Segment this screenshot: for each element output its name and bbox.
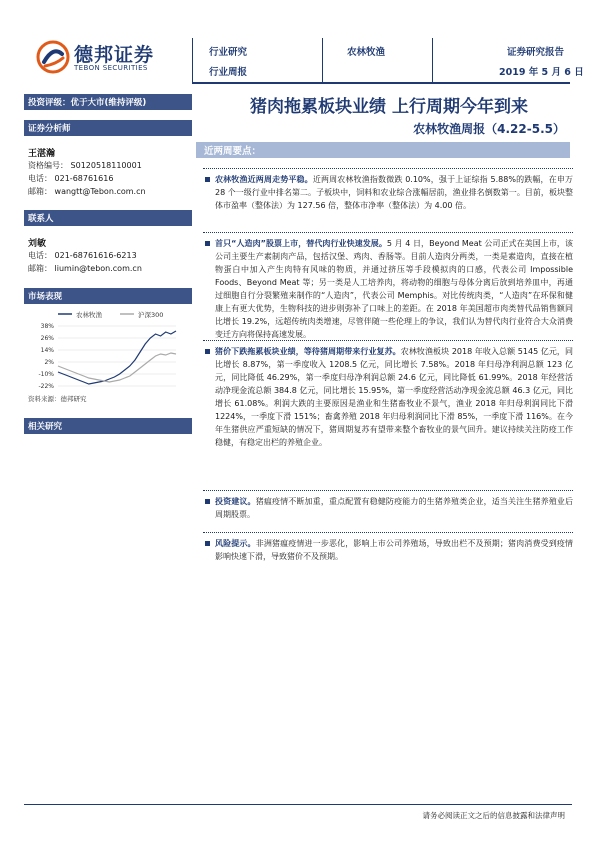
y-tick-label: 38% bbox=[40, 323, 54, 330]
key-point-body: 5 月 4 日，Beyond Meat 公司正式在美国上市，该公司主要生产素制肉产品，包括汉堡、鸡肉、香肠等。目前人造肉分两类，一类是素造肉，直接在植物蛋白中加入产生肉特有风味的物质，并通过挤压等手段模拟肉的口感，代表公司 Impossible Foods、Beyond Meat 等；另一类是人工培养肉，将动物的细胞与母体分离后放到培养皿中，再通过细胞自行分裂繁殖来制作的“人造肉”，代表公司 Memphis。对比传统肉类，“人造肉”在环保和健康上有更大优势，生物科技的进步则弥补了口味上的差距。在 2018 年美国超市肉类替代品销售额同比增长 19.2%，远超传统肉类增速，尽管伴随一些伦理上的争议，我们认为替代肉行业符合大众消费变迁方向将保持高速发展。 bbox=[215, 239, 573, 339]
header-category-line1: 行业研究 bbox=[209, 47, 248, 58]
key-point-lead: 风险提示。 bbox=[215, 539, 256, 548]
y-tick-label: 2% bbox=[44, 359, 54, 366]
market-performance-chart bbox=[24, 306, 184, 392]
brand-name-en: TEBON SECURITIES bbox=[74, 64, 148, 72]
rating-bar: 投资评级：优于大市(维持评级) bbox=[24, 94, 192, 110]
key-points-bar bbox=[196, 142, 570, 158]
contact-name: 刘敏 bbox=[28, 239, 47, 249]
y-tick-label: -22% bbox=[38, 383, 54, 390]
key-point-item bbox=[203, 232, 573, 341]
key-point-lead: 投资建议。 bbox=[215, 497, 256, 506]
key-point-lead: 猪价下跌拖累板块业绩，等待猪周期带来行业复苏。 bbox=[215, 347, 401, 356]
key-point-paragraph bbox=[203, 495, 573, 521]
brand-name-cn: 德邦证券 bbox=[74, 44, 155, 66]
key-point-lead: 首只“人造肉”股票上市，替代肉行业快速发展。 bbox=[215, 239, 387, 248]
analyst-cert: 资格编号： S0120518110001 bbox=[28, 161, 142, 170]
header-col-report bbox=[432, 38, 584, 82]
key-point-item bbox=[203, 490, 573, 521]
contact-email[interactable]: 邮箱： liumin@tebon.com.cn bbox=[28, 264, 142, 273]
y-tick-label: 14% bbox=[40, 347, 54, 354]
analyst-name: 王湛瀚 bbox=[28, 149, 56, 159]
contact-phone: 电话： 021-68761616-6213 bbox=[28, 251, 137, 260]
key-point-item bbox=[203, 168, 573, 212]
report-subtitle: 农林牧渔周报（4.22-5.5） bbox=[413, 122, 565, 136]
analyst-section-title: 证券分析师 bbox=[24, 120, 192, 136]
header-col-industry bbox=[322, 38, 432, 82]
key-points-title: 近两周要点： bbox=[204, 146, 262, 157]
header-category-line2: 行业周报 bbox=[209, 67, 248, 78]
disclaimer-footer: 请务必阅读正文之后的信息披露和法律声明 bbox=[422, 811, 565, 820]
key-point-body: 猪瘟疫情不断加重，重点配置有稳健防疫能力的生猪养殖类企业，适当关注生猪养殖业后周期股票。 bbox=[215, 497, 574, 519]
market-chart-source: 资料来源：德邦研究 bbox=[28, 395, 87, 403]
footer-rule bbox=[24, 804, 572, 805]
key-point-item bbox=[203, 340, 573, 449]
y-tick-label: -10% bbox=[38, 371, 54, 378]
header-industry: 农林牧渔 bbox=[347, 47, 386, 58]
key-point-body: 非洲猪瘟疫情进一步恶化，影响上市公司养殖场，导致出栏不及预期；猪肉消费受到疫情影响快速下滑，导致猪价不及预期。 bbox=[215, 539, 574, 561]
key-point-item bbox=[203, 532, 573, 563]
page-header bbox=[0, 0, 595, 88]
related-section-title: 相关研究 bbox=[24, 418, 192, 434]
report-title: 猪肉拖累板块业绩 上行周期今年到来 bbox=[250, 97, 528, 117]
key-point-lead: 农林牧渔近两周走势平稳。 bbox=[215, 175, 313, 184]
header-col-category bbox=[192, 38, 322, 82]
brand-logo bbox=[36, 40, 166, 80]
key-point-paragraph bbox=[203, 537, 573, 563]
key-point-paragraph bbox=[203, 237, 573, 341]
key-point-body: 近两周农林牧渔指数微跌 0.10%，强于上证综指 5.88%的跌幅，在申万 28 个一级行业中排名第二。子板块中，饲料和农业综合涨幅居前，渔业排名倒数第一。目前，板块整体市盈率（整体法）为 127.56 倍，整体市净率（整体法）为 4.00 倍。 bbox=[215, 175, 573, 210]
series-line bbox=[58, 353, 176, 382]
brand-logo-icon bbox=[36, 40, 70, 74]
key-point-paragraph bbox=[203, 173, 573, 212]
key-point-body: 农林牧渔板块 2018 年收入总额 5145 亿元，同比增长 8.87%，第一季度收入 1208.5 亿元，同比增长 7.58%。2018 年归母净利润总额 123 亿元，同比降低 46.29%，第一季度归母净利润总额 24.6 亿元，同比降低 61.99%。2018 年经营活动净现金流总额 384.8 亿元，同比增长 15.95%，第一季度经营活动净现金流总额 46.3 亿元，同比增长 61.08%。利润大跌的主要原因是渔业和生猪畜牧业不景气，渔业 2018 年归母利润同比下滑 1224%，一季度下滑 151%；畜禽养殖 2018 年归母利润同比下滑 85%，一季度下滑 116%。在今年生猪供应严重短缺的情况下，猪周期复苏有望带来整个畜牧业的景气回升。建议持续关注防疫工作稳健，有稳定出栏的养殖企业。 bbox=[215, 347, 574, 447]
market-section-title: 市场表现 bbox=[24, 288, 192, 304]
legend-label: 沪深300 bbox=[138, 311, 164, 319]
analyst-email[interactable]: 邮箱： wangtt@Tebon.com.cn bbox=[28, 187, 146, 196]
analyst-phone: 电话： 021-68761616 bbox=[28, 174, 114, 183]
header-report-date: 2019 年 5 月 6 日 bbox=[499, 67, 584, 78]
header-rule bbox=[192, 82, 570, 84]
series-line bbox=[58, 331, 176, 384]
header-report-type: 证券研究报告 bbox=[507, 47, 565, 58]
contact-section-title: 联系人 bbox=[24, 210, 192, 226]
legend-label: 农林牧渔 bbox=[76, 311, 102, 319]
y-tick-label: 26% bbox=[40, 335, 54, 342]
key-point-paragraph bbox=[203, 345, 573, 449]
